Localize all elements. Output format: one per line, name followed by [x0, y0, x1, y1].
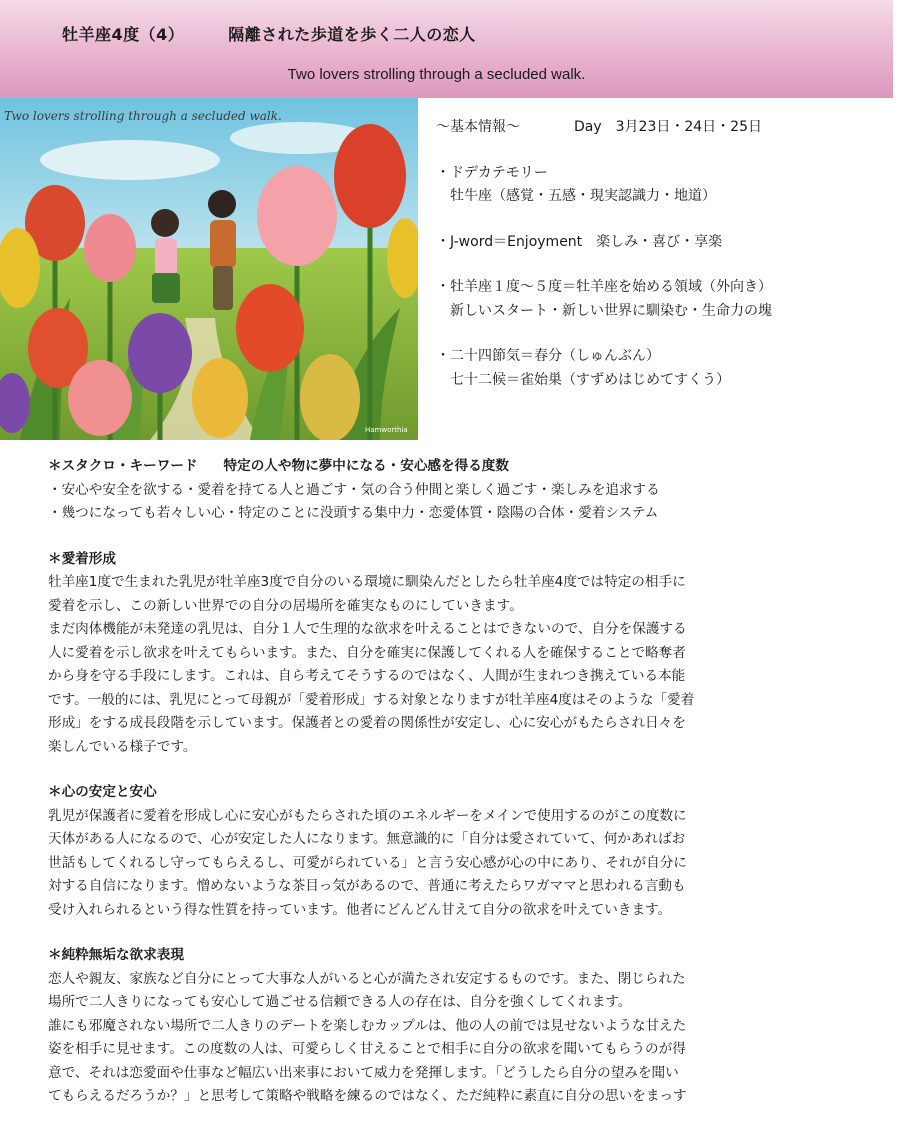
info-item-line: 新しいスタート・新しい世界に馴染む・生命力の塊: [436, 302, 772, 319]
paragraph-line: 場所で二人きりになっても安心して過ごせる信頼できる人の存在は、自分を強くしてくれます。: [48, 994, 632, 1010]
keyword-bullet: ・安心や安全を欲する・愛着を持てる人と過ごす・気の合う仲間と楽しく過ごす・楽しみを追求する: [48, 481, 660, 498]
section-keyword: [48, 455, 808, 526]
paragraph-line: てもらえるだろうか？」と思考して策略や戦略を練るのではなく、ただ純粋に素直に自分の思いをまっす: [48, 1088, 687, 1104]
page-title: [62, 22, 476, 45]
info-item: [436, 231, 906, 255]
info-item: [436, 162, 906, 209]
boy-body: [210, 220, 236, 268]
info-item-line: ・牡羊座１度〜５度＝牡羊座を始める領域（外向き）: [436, 279, 772, 295]
section-heading: [48, 455, 808, 479]
info-item-line: ・二十四節気＝春分（しゅんぶん）: [436, 348, 660, 364]
section-desire: [48, 944, 808, 1109]
illustration-caption: Two lovers strolling through a secluded walk.: [4, 109, 282, 123]
paragraph-line: です。一般的には、乳児にとって母親が「愛着形成」する対象となりますが牡羊座4度はそのような「愛着: [48, 691, 695, 708]
section-heading: ＊純粋無垢な欲求表現: [48, 947, 184, 963]
info-item-line: 七十二候＝雀始巣（すずめはじめてすくう）: [436, 371, 731, 388]
section-stability: [48, 781, 808, 922]
paragraph-line: 誰にも邪魔されない場所で二人きりのデートを楽しむカップルは、他の人の前では見せないような甘えた: [48, 1017, 687, 1034]
info-item-line: ・ドデカテモリー: [436, 164, 548, 181]
paragraph-line: 乳児が保護者に愛着を形成し心に安心がもたらされた頃のエネルギーをメインで使用するのがこの度数に: [48, 807, 687, 824]
tulip-yellow: [192, 358, 248, 438]
tulip-red: [236, 284, 304, 372]
paragraph-line: 意で、それは恋愛面や仕事など幅広い出来事において威力を発揮します。「どうしたら自分の望みを聞い: [48, 1064, 679, 1081]
info-heading: 〜基本情報〜: [436, 119, 520, 135]
title-japanese: 隔離された歩道を歩く二人の恋人: [228, 25, 476, 44]
paragraph-line: 人に愛着を示し欲求を叶えてもらいます。また、自分を確実に保護してくれる人を確保することで略奪者: [48, 644, 686, 661]
keyword-heading: ＊スタクロ・キーワード: [48, 458, 198, 474]
info-item: [436, 276, 906, 323]
header-banner: [0, 0, 893, 98]
girl-head: [151, 209, 179, 237]
basic-info-panel: [436, 116, 906, 414]
paragraph-line: 姿を相手に見せます。この度数の人は、可愛らしく甘えることで相手に自分の欲求を聞いてもらうのが得: [48, 1041, 686, 1057]
artist-signature: Hamworthia: [365, 426, 408, 434]
paragraph-line: 世話もしてくれるし守ってもらえるし、可愛がられている」と言う安心感が心の中にあり、それが自分に: [48, 854, 687, 871]
paragraph-line: 恋人や親友、家族など自分にとって大事な人がいると心が満たされ安定するものです。また、閉じられた: [48, 970, 686, 987]
girl-skirt: [152, 273, 180, 303]
title-english: Two lovers strolling through a secluded walk.: [287, 66, 586, 83]
cloud: [40, 140, 220, 180]
girl-body: [155, 238, 177, 276]
tulip-illustration: [0, 98, 418, 440]
paragraph-line: 愛着を示し、この新しい世界での自分の居場所を確実なものにしていきます。: [48, 597, 523, 614]
paragraph-line: 牡羊座1度で生まれた乳児が牡羊座3度で自分のいる環境に馴染んだとしたら牡羊座4度では特定の相手に: [48, 574, 686, 590]
title-degree: 牡羊座4度（4）: [62, 25, 185, 44]
info-item: [436, 345, 906, 392]
tulip-pink: [84, 214, 136, 282]
boy-legs: [213, 266, 233, 310]
tulip-pink: [68, 360, 132, 436]
paragraph-line: 対する自信になります。憎めないような茶目っ気があるので、普通に考えたらワガママと思われる言動も: [48, 878, 686, 894]
paragraph-line: 楽しんでいる様子です。: [48, 738, 197, 755]
info-day: Day 3月23日・24日・25日: [574, 119, 762, 135]
info-item-line: 牡牛座（感覚・五感・現実認識力・地道）: [436, 188, 716, 204]
paragraph-line: から身を守る手段にします。これは、自ら考えてそうするのではなく、人間が生まれつき携えている本能: [48, 668, 686, 684]
article-body: [48, 455, 808, 1131]
info-item-line: ・J-word＝Enjoyment 楽しみ・喜び・享楽: [436, 233, 723, 250]
tulip-pink: [257, 166, 337, 266]
keyword-bullet: ・幾つになっても若々しい心・特定のことに没頭する集中力・恋愛体質・陰陽の合体・愛着システム: [48, 505, 659, 521]
boy-head: [208, 190, 236, 218]
tulip-red: [334, 124, 406, 228]
paragraph-line: まだ肉体機能が未発達の乳児は、自分１人で生理的な欲求を叶えることはできないので、自分を保護する: [48, 621, 687, 637]
section-heading: ＊心の安定と安心: [48, 784, 157, 800]
section-attachment: [48, 548, 808, 760]
tulip-purple: [128, 313, 192, 393]
section-heading: ＊愛着形成: [48, 550, 116, 567]
basic-info-heading: [436, 116, 906, 140]
paragraph-line: 受け入れられるという得な性質を持っています。他者にどんどん甘えて自分の欲求を叶えていきます。: [48, 901, 672, 918]
keyword-text: 特定の人や物に夢中になる・安心感を得る度数: [223, 458, 509, 474]
paragraph-line: 形成」をする成長段階を示しています。保護者との愛着の関係性が安定し、心に安心がもたらされ日々を: [48, 715, 686, 731]
tulip-yellow: [300, 354, 360, 440]
paragraph-line: 天体がある人になるので、心が安定した人になります。無意識的に「自分は愛されていて、何かあればお: [48, 831, 686, 847]
